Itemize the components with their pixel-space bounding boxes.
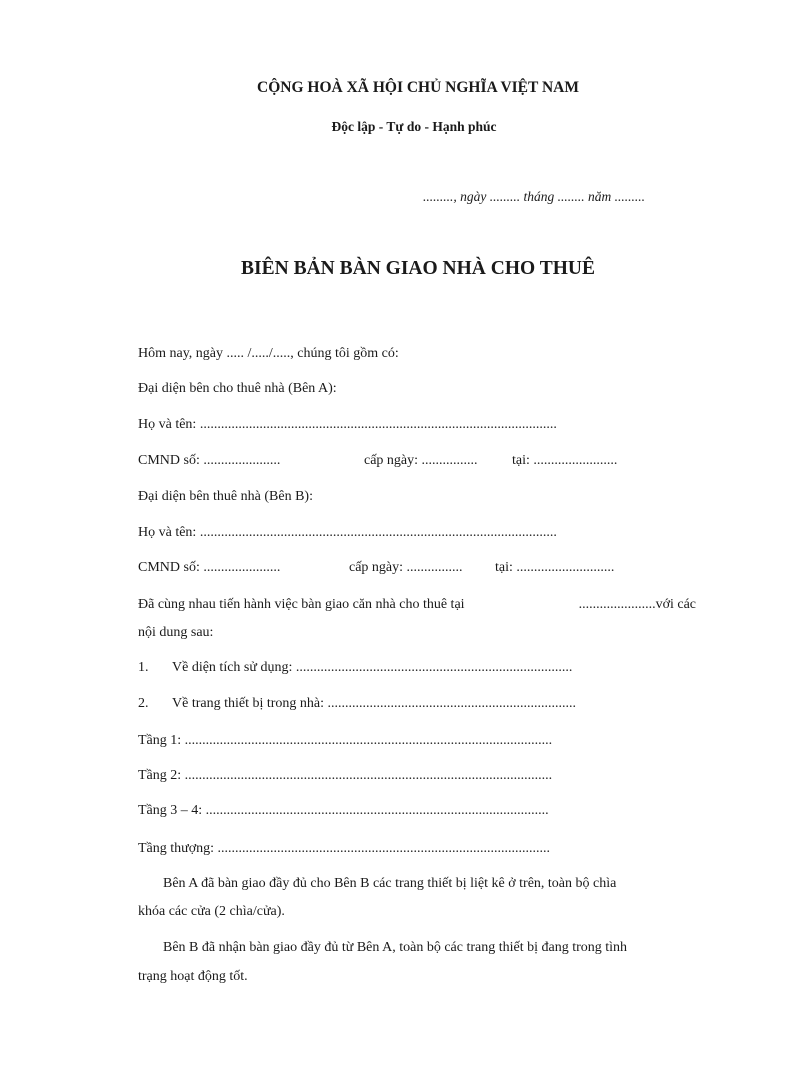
party-b-statement-line-2: trạng hoạt động tốt. xyxy=(138,969,248,984)
usable-area-line: Về diện tích sử dụng: ............................................................................... xyxy=(172,660,573,675)
party-a-issue-date: cấp ngày: ................ xyxy=(364,453,478,468)
floor-2-line: Tầng 2: ......................................................................................................... xyxy=(138,768,553,783)
floor-1-line: Tầng 1: ......................................................................................................... xyxy=(138,733,553,748)
party-b-issue-date: cấp ngày: ................ xyxy=(349,560,463,575)
party-b-issue-place: tại: ............................ xyxy=(495,560,615,575)
place-date-line: ........., ngày ......... tháng ........ năm ......... xyxy=(423,189,645,204)
party-b-statement-line-1 xyxy=(163,939,696,957)
handover-line-1 xyxy=(138,596,696,614)
party-a-issue-place: tại: ........................ xyxy=(512,453,618,468)
national-motto: Độc lập - Tự do - Hạnh phúc xyxy=(331,119,497,134)
document-title: BIÊN BẢN BÀN GIAO NHÀ CHO THUÊ xyxy=(241,258,595,279)
party-a-heading: Đại diện bên cho thuê nhà (Bên A): xyxy=(138,381,337,396)
party-b-id-line: CMND số: ...................... xyxy=(138,560,281,575)
list-number-2: 2. xyxy=(138,696,149,711)
handover-address-blank: ......................với các xyxy=(578,597,696,612)
handover-text: Đã cùng nhau tiến hành việc bàn giao căn nhà cho thuê tại xyxy=(138,597,465,612)
equipment-line: Về trang thiết bị trong nhà: ....................................................................... xyxy=(172,696,577,711)
party-b-heading: Đại diện bên thuê nhà (Bên B): xyxy=(138,489,313,504)
party-a-name-line: Họ và tên: ...................................................................................................... xyxy=(138,417,557,432)
party-b-name-line: Họ và tên: ...................................................................................................... xyxy=(138,525,557,540)
party-a-statement-line-2: khóa các cửa (2 chìa/cửa). xyxy=(138,904,285,919)
intro-line: Hôm nay, ngày ..... /...../....., chúng tôi gồm có: xyxy=(138,346,399,361)
floor-3-4-line: Tầng 3 – 4: .................................................................................................. xyxy=(138,803,549,818)
handover-line-2: nội dung sau: xyxy=(138,625,214,640)
list-number-1: 1. xyxy=(138,660,149,675)
party-a-statement-line-1 xyxy=(163,875,696,893)
national-header: CỘNG HOÀ XÃ HỘI CHỦ NGHĨA VIỆT NAM xyxy=(257,79,579,96)
rooftop-line: Tầng thượng: ............................................................................................... xyxy=(138,841,551,856)
party-a-statement-text: Bên A đã bàn giao đầy đủ cho Bên B các trang thiết bị liệt kê ở trên, toàn bộ chìa xyxy=(163,876,617,891)
party-b-statement-text: Bên B đã nhận bàn giao đầy đủ từ Bên A, toàn bộ các trang thiết bị đang trong tình xyxy=(163,940,628,955)
party-a-id-line: CMND số: ...................... xyxy=(138,453,281,468)
